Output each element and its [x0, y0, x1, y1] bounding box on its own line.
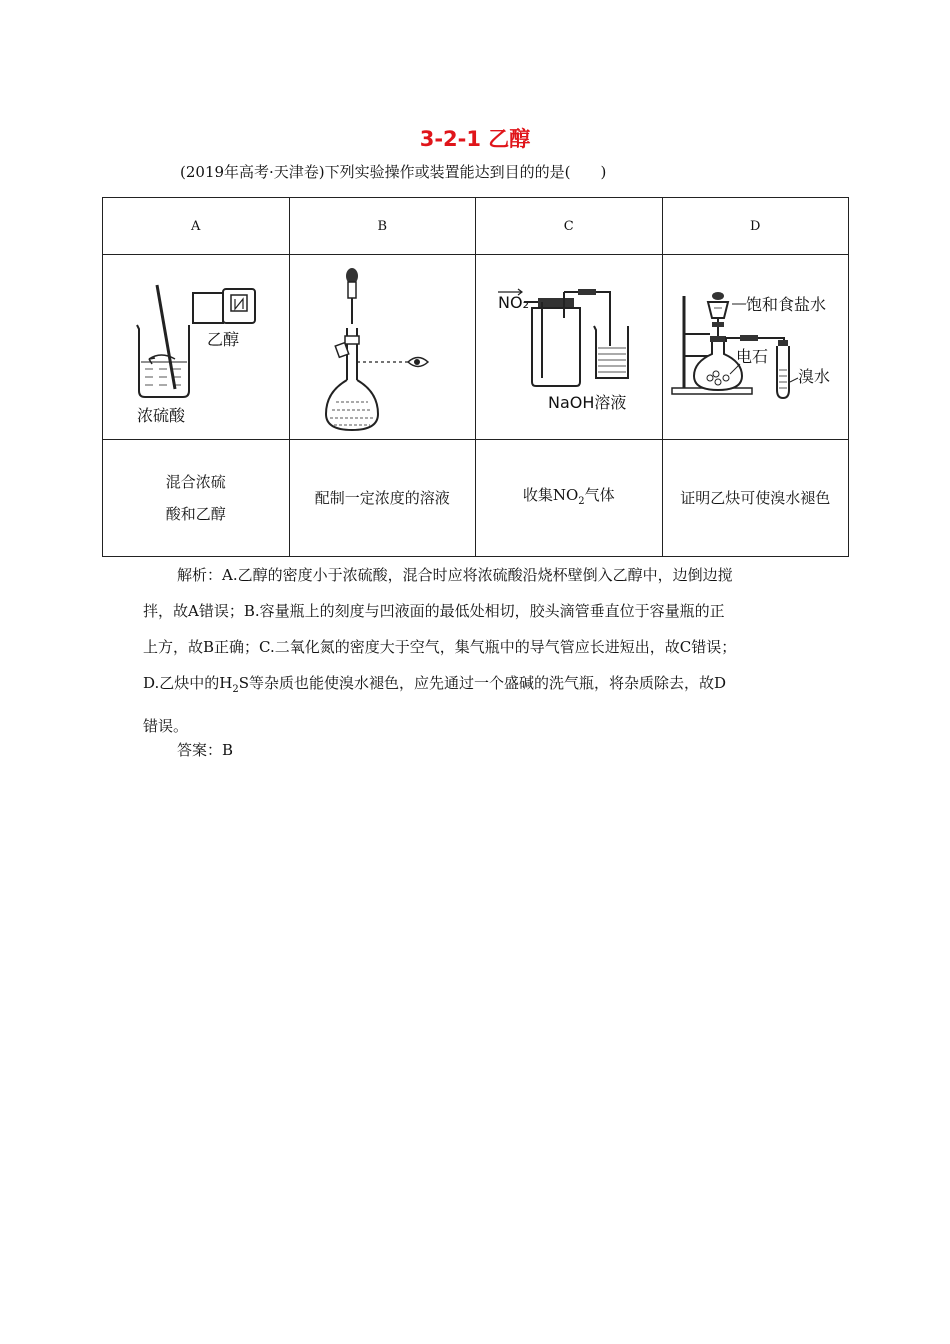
analysis-line-5: 错误。	[143, 717, 189, 735]
label-no2: NO₂	[497, 293, 529, 312]
analysis-line-4-subscript: 2	[232, 684, 239, 695]
caption-a-line2: 酸和乙醇	[165, 505, 226, 523]
figure-b-cell	[289, 255, 476, 440]
figure-d-cell	[662, 255, 849, 440]
question-stem: (2019年高考·天津卷)下列实验操作或装置能达到目的的是( )	[180, 163, 607, 181]
header-a: A	[103, 198, 290, 255]
flask-body	[326, 380, 378, 430]
analysis-section	[143, 557, 843, 744]
acetylene-apparatus-figure	[670, 282, 840, 412]
glass-rod	[157, 285, 175, 389]
answer: 答案：B	[177, 741, 234, 759]
mixing-beaker-figure	[121, 267, 271, 427]
figure-c-cell	[476, 255, 663, 440]
label-naoh-solution: NaOH溶液	[547, 393, 627, 412]
analysis-line-3: 上方，故B正确；C.二氧化氮的密度大于空气，集气瓶中的导气管应长进短出，故C错误；	[143, 638, 737, 656]
caption-c-subscript: 2	[578, 495, 585, 507]
caption-c	[476, 440, 663, 557]
gas-bottle	[532, 308, 580, 386]
label-ethanol: 乙醇	[206, 330, 239, 349]
caption-a	[103, 440, 290, 557]
caption-b: 配制一定浓度的溶液	[289, 440, 476, 557]
volumetric-flask-figure	[322, 262, 442, 432]
caption-a-line1: 混合浓硫	[165, 473, 226, 491]
label-saturated-brine: 饱和食盐水	[746, 295, 827, 314]
reaction-flask	[694, 342, 742, 390]
caption-c-text: 收集NO	[522, 485, 579, 504]
analysis-line-1: 解析：A.乙醇的密度小于浓硫酸，混合时应将浓硫酸沿烧杯壁倒入乙醇中，边倒边搅	[177, 566, 733, 584]
analysis-line-2: 拌，故A错误；B.容量瓶上的刻度与凹液面的最低处相切，胶头滴管垂直位于容量瓶的正	[143, 602, 725, 620]
dropping-funnel	[708, 302, 728, 318]
gas-collection-figure	[494, 282, 644, 412]
label-bromine-water: 溴水	[798, 367, 831, 386]
test-tube	[777, 346, 789, 398]
analysis-line-4-pre: D.乙炔中的H	[143, 674, 233, 692]
reagent-bottle	[193, 293, 223, 323]
page-title: 3-2-1 乙醇	[419, 127, 531, 151]
header-b: B	[289, 198, 476, 255]
label-conc-sulfuric-acid: 浓硫酸	[136, 406, 185, 425]
beaker-outline	[137, 325, 189, 397]
stopper-clip	[345, 336, 359, 344]
analysis-line-4-post: S等杂质也能使溴水褪色，应先通过一个盛碱的洗气瓶，将杂质除去，故D	[238, 674, 727, 692]
figure-a-cell	[103, 255, 290, 440]
options-table	[102, 197, 849, 557]
header-d: D	[662, 198, 849, 255]
caption-d: 证明乙炔可使溴水褪色	[662, 440, 849, 557]
bottle-stopper	[538, 298, 574, 308]
caption-c-suffix: 气体	[584, 485, 615, 504]
label-calcium-carbide: 电石	[736, 347, 769, 366]
header-c: C	[476, 198, 663, 255]
analysis-line-4	[143, 665, 843, 708]
